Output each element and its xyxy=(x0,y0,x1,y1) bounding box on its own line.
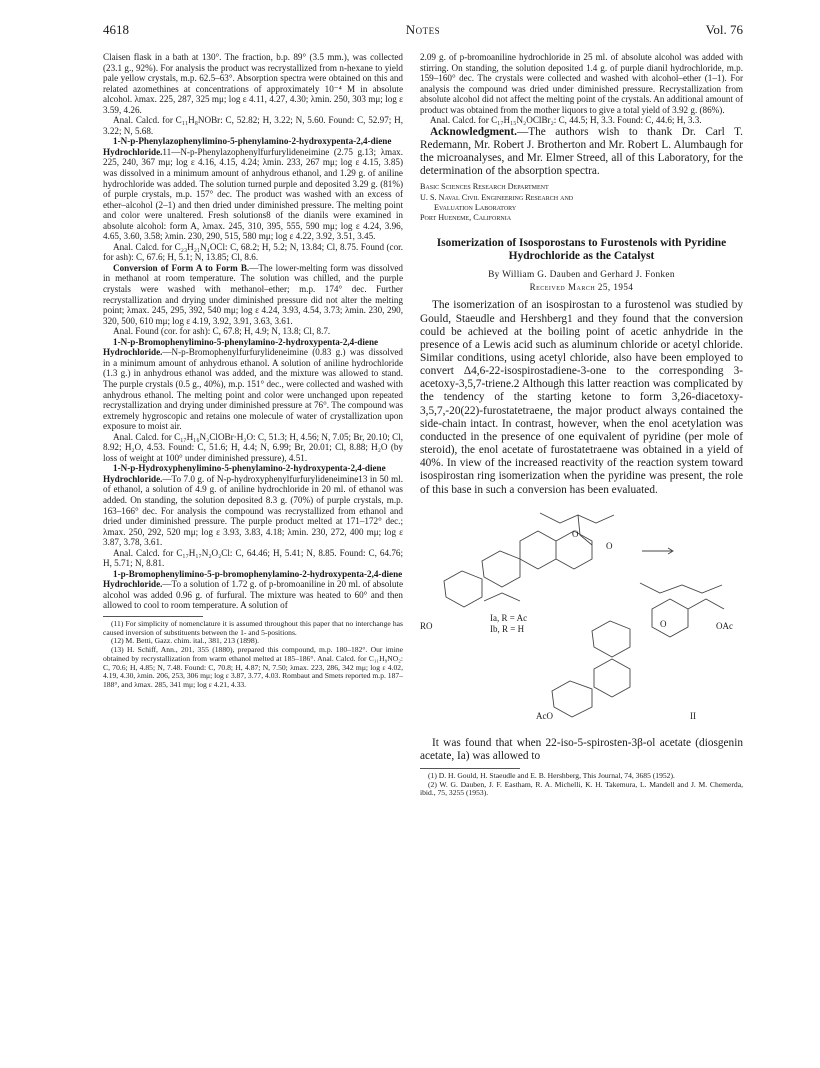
paragraph-text: —N-p-Bromophenylfurfurylideneimine (0.83 g.) was dissolved in a minimum amount of anhydrous ethanol. A solution of aniline hydrochloride (1.3 g.) in anhydrous ethanol was added, and the mixture was allowed to stand. The purple crystals (0.5 g., 40%), m.p. 151° dec., were collected and washed with anhydrous ethanol. The melting point and color were unchanged upon repeated recrystallization and drying under diminished pressure at 76°. The compound was extremely hygroscopic and retains one molecule of water of crystallization upon exposure to moist air. xyxy=(103,347,403,432)
paragraph xyxy=(103,463,403,547)
bond-lines xyxy=(484,593,520,601)
left-column xyxy=(103,52,403,690)
ro-label: RO xyxy=(420,620,433,631)
paragraph xyxy=(103,337,403,432)
bond-lines xyxy=(540,513,614,523)
oxygen-label: O xyxy=(606,540,613,551)
section-heading: Conversion of Form A to Form B. xyxy=(113,262,250,273)
paragraph-text: —The lower-melting form was dissolved in methanol at room temperature. The solution was chilled, and the purple crystals were washed with methanol–ether; m.p. 174° dec. Further recrystallization and drying under diminished pressure did not alter the melting point; λmax. 245, 295, 392, 540 mμ; log ε 4.24, 3.93, 4.54, 3.73; λmin. 230, 290, 320, 500, 610 mμ; log ε 4.19, 3.92, 3.91, 3.63, 3.61. xyxy=(103,262,403,326)
oxygen-label: O xyxy=(572,528,579,539)
analysis-paragraph: Anal. Calcd. for C₁₁H₈NOBr: C, 52.82; H, 3.22; N, 5.60. Found: C, 52.97; H, 3.22; N, 5.68. xyxy=(103,115,403,136)
ring xyxy=(652,599,688,637)
volume-label: Vol. 76 xyxy=(705,22,743,37)
right-column xyxy=(420,52,743,798)
article-body-continued xyxy=(420,737,743,763)
ring xyxy=(520,531,556,569)
structure-drawing xyxy=(420,501,743,737)
received-date: Received March 25, 1954 xyxy=(529,282,634,293)
page-number: 4618 xyxy=(103,22,129,37)
footnote: (12) M. Betti, Gazz. chim. ital., 381, 213 (1898). xyxy=(111,636,260,646)
bond-lines xyxy=(578,515,592,545)
affiliation-line: U. S. Naval Civil Engineering Research and xyxy=(420,192,574,202)
footnote-rule xyxy=(103,616,203,617)
footnotes xyxy=(420,772,743,798)
oac-label: OAc xyxy=(716,620,733,631)
affiliation-line: Port Hueneme, California xyxy=(420,213,512,223)
analysis-paragraph: Anal. Calcd. for C₁₇H₁₇N₂O₂Cl: C, 64.46; H, 5.41; N, 8.85. Found: C, 64.76; H, 5.71; N, 8.81. xyxy=(103,547,403,569)
oxygen-label: O xyxy=(660,618,667,629)
section-heading: 1-N-p-Bromophenylimino-5-phenylamino-2-hydroxypenta-2,4-diene Hydrochloride. xyxy=(103,336,379,358)
paragraph-text: 11—N-p-Phenylazophenylfurfurylideneimine (2.75 g.13; λmax. 225, 240, 367 mμ; log ε 4.16, 4.15, 4.24; λmin. 233, 267 mμ; log ε 4.15, 3.85) was dissolved in a minimum amount of anhydrous ethanol, and 1.29 g. of aniline hydrochloride was added. The solution turned purple and deposited 3.29 g. (81%) of purple crystals, m.p. 157° dec. The product was washed with an excess of ether–alcohol (2–1) and then dried under diminished pressure. The melting point and color were unaltered. Fresh solutions8 of the dianils were examined in absolute alcohol: form A, λmax. 245, 310, 395, 555, 590 mμ; log ε 4.24, 3.96, 4.65, 3.60, 3.58; λmin. 230, 290, 515, 580 mμ; log ε 4.22, 3.92, 3.51, 3.45. xyxy=(103,146,403,242)
analysis-paragraph: Anal. Found (cor. for ash): C, 67.8; H, 4.9; N, 13.8; Cl, 8.7. xyxy=(113,326,331,337)
compound-label-ia: Ia, R = Ac xyxy=(490,612,528,623)
aco-label: AcO xyxy=(536,710,553,721)
paragraph-text: —To a solution of 1.72 g. of p-bromoaniline in 20 ml. of absolute alcohol was added 0.96 g. of furfural. The mixture was heated to 60° and then allowed to cool to room temperature. A solution of xyxy=(103,579,403,611)
affiliation xyxy=(420,182,743,223)
paragraph xyxy=(103,263,403,326)
ring xyxy=(552,681,592,717)
bond-lines xyxy=(640,583,722,593)
paragraph xyxy=(103,569,403,611)
section-heading: 1-N-p-Phenylazophenylimino-5-phenylamino-2-hydroxypenta-2,4-diene Hydrochloride. xyxy=(103,136,392,157)
ring xyxy=(594,659,630,697)
ring xyxy=(592,621,630,657)
paragraph: The isomerization of an isospirostan to a furostenol was studied by Gould, Staeudle and Hershberg1 and they found that the conversion could be achieved at the boiling point of acetic anhydride in the presence of a Lewis acid such as aluminum chloride or acetyl chloride. Similar conditions, using acetyl chloride, also have been employed to convert Δ4,6-22-isospirostadiene-3-one to the corresponding 3-acetoxy-3,5,7-triene.2 Although this latter reaction was complicated by the tendency of the starting ketone to form 3,26-diacetoxy-3,5,7,-20(22)-furostatetraene, the major product always contained the side-chain intact. In contrast, however, when the enol acetylation was conducted in the presence of one equivalent of pyridine (per mole of steroid), the enol acetate of furostatetraene was obtained in a yield of 40%. In view of the increased reactivity of the reaction system toward isospirostan ring isomerization when the pyridine was present, the role of this base in such a conversion has been evaluated. xyxy=(420,299,743,496)
paragraph: Claisen flask in a bath at 130°. The fraction, b.p. 89° (3.5 mm.), was collected (23.1 g., 92%). For analysis the product was recrystallized from n-hexane to yield pale yellow crystals, m.p. 62.5–63°. Absorption spectra were obtained on this and related azomethines at concentrations of approximately 10⁻⁴ M in absolute alcohol. λmax. 225, 287, 325 mμ; log ε 4.11, 4.27, 4.30; λmin. 250, 303 mμ; log ε 3.59, 4.26. xyxy=(103,52,403,115)
chemical-scheme xyxy=(420,501,743,737)
affiliation-line: Basic Sciences Research Department xyxy=(420,182,549,192)
analysis-paragraph: Anal. Calcd. for C₁₇H₁₆N₂ClOBr·H₂O: C, 51.3; H, 4.56; N, 7.05; Br, 20.10; Cl, 8.92; H₂O, 4.53. Found: C, 51.6; H, 4.4; N, 6.99; Br, 20.01; Cl, 8.88; H₂O (by loss of weight at 100° under diminished pressure), 4.51. xyxy=(103,431,403,463)
paragraph-text: —To 7.0 g. of N-p-hydroxyphenylfurfurylideneimine13 in 50 ml. of ethanol, a solution of 4.9 g. of aniline hydrochloride in 20 ml. of ethanol was added. On standing, the solution deposited 8.3 g. (70%) of purple crystals, m.p. 163–166° dec. For analysis the compound was recrystallized from ethanol and dried under diminished pressure. The purple product melted at 171–172° dec.; λmax. 250, 292, 520 mμ; log ε 3.93, 3.83, 4.18; λmin. 230, 272, 400 mμ; log ε 3.87, 3.78, 3.61. xyxy=(103,473,403,548)
ring xyxy=(482,551,520,587)
acknowledgment xyxy=(420,126,743,178)
analysis-paragraph: Anal. Calcd. for C₂₃H₂₁N₄OCl: C, 68.2; H, 5.2; N, 13.84; Cl, 8.75. Found (cor. for ash): C, 67.6; H, 5.1; N, 13.85; Cl, 8.6. xyxy=(103,241,403,263)
article-body xyxy=(420,299,743,496)
footnote: (1) D. H. Gould, H. Staeudle and E. B. Hershberg, This Journal, 74, 3685 (1952). xyxy=(428,771,675,781)
analysis-paragraph: Anal. Calcd. for C₁₇H₁₅N₂OClBr₂: C, 44.5; H, 3.3. Found: C, 44.6; H, 3.3. xyxy=(430,115,702,126)
journal-section: Notes xyxy=(405,22,441,37)
article-title: Isomerization of Isosporostans to Furostenols with Pyridine Hydrochloride as the Catalyst xyxy=(436,237,727,263)
compound-label-ib: Ib, R = H xyxy=(490,623,525,634)
footnote-rule xyxy=(420,768,520,769)
running-header xyxy=(103,22,743,42)
authors: By William G. Dauben and Gerhard J. Fonken xyxy=(488,270,675,281)
affiliation-line: Evaluation Laboratory xyxy=(434,202,517,212)
bond-lines xyxy=(688,599,724,609)
acknowledgment-heading: Acknowledgment. xyxy=(430,125,517,138)
section-heading: 1-p-Bromophenylimino-5-p-bromophenylamino-2-hydroxypenta-2,4-diene Hydrochloride. xyxy=(103,568,403,590)
ring xyxy=(444,571,482,607)
footnote: (13) H. Schiff, Ann., 201, 355 (1880), prepared this compound, m.p. 180–182°. Our imine obtained by recrystallization from warm ethanol melted at 185–186°. Anal. Calcd. for C₁₁H₉NO₂: C, 70.6; H, 4.85; N, 7.48. Found: C, 70.8; H, 4.87; N, 7.50; λmax. 223, 286, 342 mμ; log ε 4.02, 4.19, 4.30, λmin. 206, 253, 306 mμ; log ε 3.87, 3.77, 4.03. Rombaut and Smets reported m.p. 187–188°, and λmax. 285, 341 mμ; log ε 4.21, 4.33. xyxy=(103,645,403,689)
paragraph: It was found that when 22-iso-5-spirosten-3β-ol acetate (diosgenin acetate, Ia) was allowed to xyxy=(420,736,743,762)
paragraph xyxy=(103,136,403,241)
paragraph: 2.09 g. of p-bromoaniline hydrochloride in 25 ml. of absolute alcohol was added with stirring. On standing, the solution deposited 1.4 g. of purple dianil hydrochloride, m.p. 159–160° dec. The crystals were collected and washed with alcohol–ether (1–1). For analysis the compound was dried under diminished pressure. Recrystallization from absolute alcohol did not affect the melting point of the crystals. An additional amount of product was obtained from the mother liquors to give a total yield of 3.92 g. (86%). xyxy=(420,52,743,115)
footnote: (11) For simplicity of nomenclature it is assumed throughout this paper that no interchange has caused inversion of substituents between the 1- and 5-positions. xyxy=(103,618,403,637)
compound-label-ii: II xyxy=(690,710,696,721)
section-heading: 1-N-p-Hydroxyphenylimino-5-phenylamino-2-hydroxypenta-2,4-diene Hydrochloride. xyxy=(103,463,386,484)
footnote: (2) W. G. Dauben, J. F. Eastham, R. A. Michelli, K. H. Takemura, L. Mandell and J. M. Chemerda, ibid., 75, 3255 (1953). xyxy=(420,779,743,798)
footnotes xyxy=(103,620,403,690)
acknowledgment-text: —The authors wish to thank Dr. Carl T. Redemann, Mr. Robert J. Brotherton and Mr. Robert L. Alumbaugh for the microanalyses, and Mr. Elmer Streed, all of this Laboratory, for the determination of the absorption spectra. xyxy=(420,125,743,178)
